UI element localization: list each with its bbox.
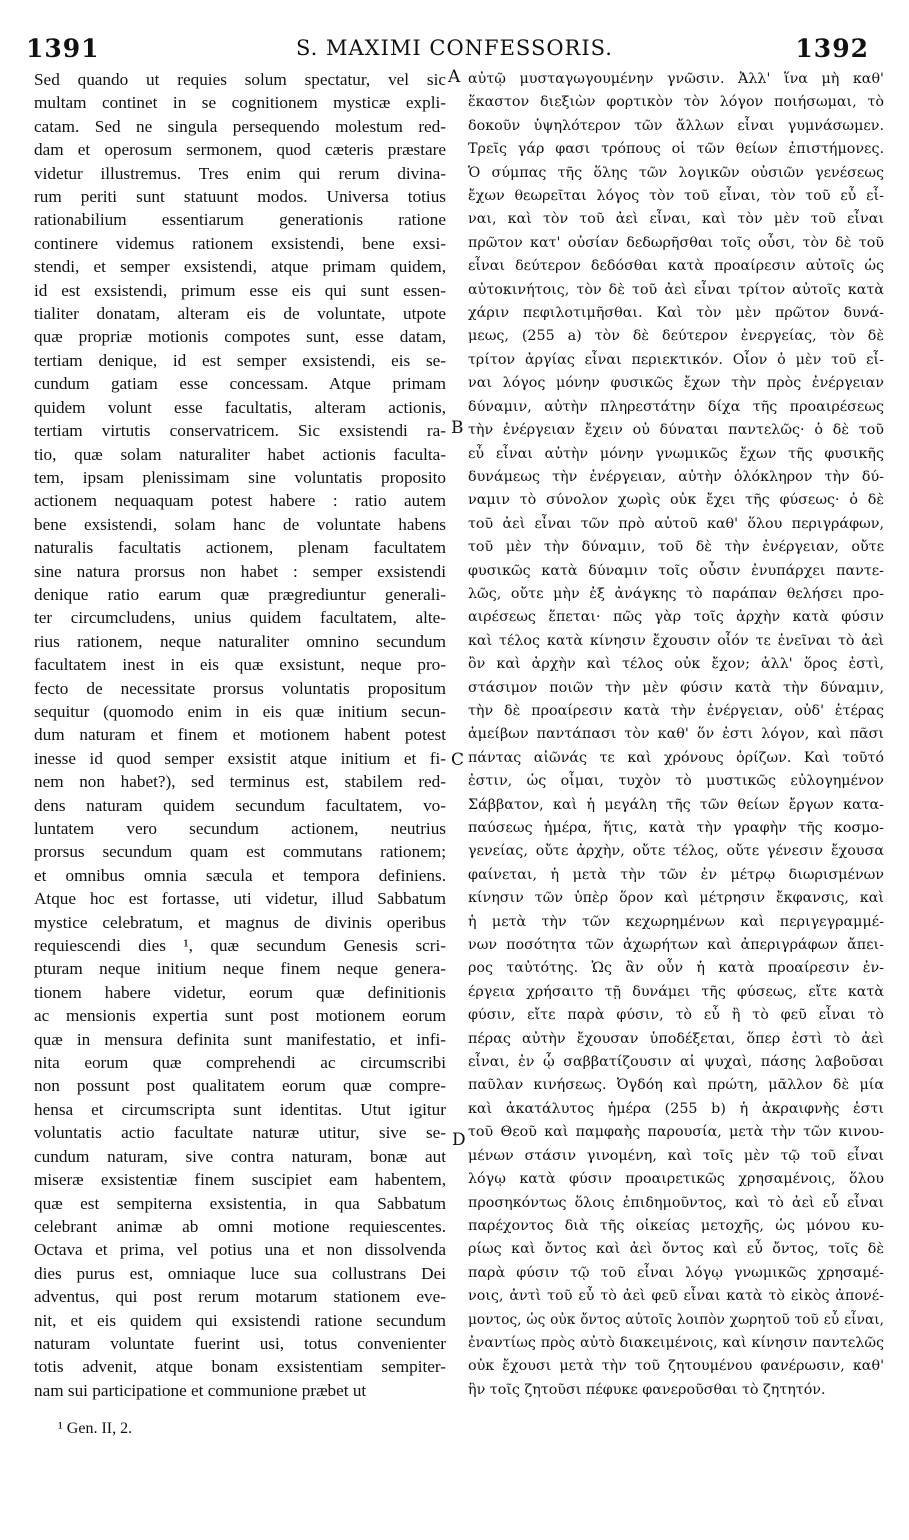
- latin-text-line: tem, ipsam plenissimam sine voluntatis proposito: [34, 467, 446, 487]
- latin-text-line: tionem habere videtur, eorum quæ definitionis: [34, 982, 446, 1002]
- left-column-number: 1391: [26, 34, 100, 63]
- latin-text-line: tio, quæ solam naturaliter habet actionis faculta-: [34, 444, 446, 464]
- latin-text-line: mystice celebratum, et magnus de divinis operibus: [34, 912, 446, 932]
- greek-text-line: παρὰ φύσιν τῷ τοῦ εἶναι λόγῳ γνωμικῶς χρησαμέ-: [468, 1264, 884, 1281]
- greek-text-line: λῶς, οὔτε μὴν ἐξ ἀνάγκης τὸ παράπαν θελήσει προ-: [468, 585, 884, 602]
- latin-text-line: dens naturam quidem secundum facultatem, vo-: [34, 795, 446, 815]
- greek-text-line: παύσεως ἡμέρα, ἥτις, κατὰ τὴν γραφὴν τῆς κοσμο-: [468, 820, 884, 836]
- greek-text-line: προσηκόντως ὅλοις ἐπιδημοῦντος, καὶ τὸ ἀεὶ εὖ εἶναι: [468, 1194, 884, 1211]
- latin-text-line: Sed quando ut requies solum spectatur, vel sic: [34, 70, 446, 89]
- latin-text-line: multam continet in se cognitionem mysticæ expli-: [34, 93, 446, 113]
- latin-text-line: nam sui participatione et communione præbet ut: [34, 1380, 367, 1400]
- greek-text-line: αιρέσεως ἕπεται· πῶς γὰρ τοῖς ἀρχὴν κατὰ φύσιν: [468, 609, 884, 626]
- greek-text-line: λόγῳ κατὰ φύσιν προαιρετικῶς χρησαμένοις, ὅλου: [468, 1171, 884, 1188]
- latin-text-line: id est exsistendi, primum esse eis qui sunt essen-: [34, 280, 446, 300]
- latin-text-line: continere videmus rationem exsistendi, bene exsi-: [34, 233, 446, 253]
- latin-text-line: et omnibus omnia sæcula et tempora definiens.: [34, 865, 446, 885]
- latin-text-line: miseræ exsistentiæ finem suscipiet eam habentem,: [34, 1170, 446, 1190]
- footnote: ¹ Gen. II, 2.: [58, 1420, 133, 1437]
- latin-text-line: ter circumcludens, unius quidem facultatem, alte-: [34, 608, 446, 628]
- latin-text-line: ac mensionis expertia sunt post motionem eorum: [34, 1006, 446, 1026]
- latin-text-line: pturam neque initium neque finem neque genera-: [34, 959, 446, 979]
- greek-text-line: νων ποσότητα τῶν ἀχωρήτων καὶ ἀπεριγράφων ἄπει-: [468, 937, 884, 954]
- latin-text-line: cundum gatiam esse concessam. Atque primam: [34, 374, 446, 394]
- greek-text-line: έργεια χρήσαιτο τῇ δυνάμει τῆς φύσεως, εἴτε κατὰ: [468, 983, 884, 1000]
- latin-text-line: rationabilium essentiarum generationis ratione: [34, 210, 446, 230]
- greek-text-line: αὐτοκινήτοις, τὸν δὲ τοῦ ἀεὶ εἶναι τρίτον αὐτοῖς κατὰ: [468, 281, 884, 298]
- latin-text-line: quidem volunt esse facultatis, alteram actionis,: [34, 397, 446, 417]
- greek-text-line: νοις, ἀντὶ τοῦ εὖ τὸ ἀεὶ φεῦ εἶναι κατὰ τὸ εἰκὸς ἀπονέ-: [468, 1288, 884, 1305]
- greek-text-line: πάντας αἰῶνάς τε καὶ χρόνους ὁρίζων. Καὶ τοῦτό: [468, 749, 884, 766]
- latin-text-line: rius rationem, neque naturaliter omnino secundum: [34, 631, 446, 651]
- latin-text-line: fecto de necessitate prorsus voluntatis propositum: [34, 678, 446, 698]
- greek-text-line: ὂν καὶ ἀρχὴν καὶ τέλος οὐκ ἔχον; ἀλλ' ὅρος ἐστὶ,: [468, 656, 884, 673]
- latin-text-line: sequitur (quomodo enim in eis quæ initium secun-: [34, 701, 446, 721]
- margin-marker-d: D: [452, 1130, 466, 1150]
- greek-text-line: παρέχοντος διὰ τῆς οἰκείας μετοχῆς, ὡς μόνου κυ-: [468, 1217, 884, 1234]
- greek-text-line: τοῦ ἀεὶ εἶναι τῶν πρὸ αὐτοῦ καθ' ὅλου περιγράφων,: [468, 515, 884, 532]
- latin-text-line: quæ in mensura definita sunt manifestatio, et infi-: [34, 1029, 446, 1049]
- greek-text-line: τοῦ μὲν τὴν δύναμιν, τοῦ δὲ τὴν ἐνέργειαν, οὔτε: [468, 539, 884, 556]
- latin-text-line: denique ratio earum quæ prægrediuntur generali-: [34, 584, 446, 604]
- greek-text-line: ἕκαστον διεξιὼν φορτικὸν τὸν λόγον ποιήσωμαι, τὸ: [468, 94, 884, 111]
- greek-text-line: στάσιμον ποιῶν τὴν μὲν φύσιν κατὰ τὴν δύναμιν,: [468, 679, 884, 696]
- latin-text-line: catam. Sed ne singula persequendo molestum red-: [34, 116, 446, 136]
- greek-text-line: ναι λόγος μόνην φυσικῶς ἔχων τὴν πρὸς ἐνέργειαν: [468, 375, 884, 392]
- page-title: S. MAXIMI CONFESSORIS.: [296, 36, 613, 60]
- greek-text-line: χάριν πεφιλοτιμῆσθαι. Καὶ τὸν μὲν πρῶτον δυνά-: [468, 305, 884, 322]
- latin-text-line: nit, et eis quidem qui exsistendi ratione secundum: [34, 1310, 446, 1330]
- greek-text-line: τὴν ἐνέργειαν ἔχειν οὐ δύναται παντελῶς· ὁ δὲ τοῦ: [468, 422, 884, 439]
- latin-text-line: bene exsistendi, solam hanc de voluntate habens: [34, 514, 446, 534]
- greek-column: [468, 68, 884, 1402]
- greek-text-line: καὶ ἀκατάλυτος ἡμέρα (255 b) ἡ ἀκραιφνὴς ἐστι: [468, 1100, 884, 1117]
- latin-text-line: celebrant animæ ab omni motione requiescentes.: [34, 1216, 446, 1236]
- right-column-number: 1392: [795, 34, 869, 63]
- latin-text-line: rum periti sunt statuunt modos. Universa totius: [34, 187, 446, 207]
- latin-text-line: hensa et circumscripta sunt identitas. Utut igitur: [34, 1099, 446, 1119]
- latin-text-line: inesse id quod semper exsistit atque initium et fi-: [34, 748, 446, 768]
- latin-text-line: luntatem vero secundum actionem, neutrius: [34, 819, 446, 838]
- greek-text-line: φύσιν, εἴτε παρὰ φύσιν, τὸ εὖ ἢ τὸ φεῦ εἶναι τὸ: [468, 1007, 884, 1024]
- latin-text-line: tialiter donatam, alteram eis de voluntate, utpote: [34, 304, 446, 324]
- margin-marker-c: C: [451, 750, 465, 770]
- latin-text-line: nem non habet?), sed terminus est, stabilem red-: [34, 772, 446, 792]
- greek-text-line: καὶ τέλος κατὰ κίνησιν ἔχουσιν οἷόν τε ἐνεῖναι τὸ ἀεὶ: [468, 632, 884, 649]
- latin-text-line: adventus, qui post rerum motarum stationem eve-: [34, 1287, 446, 1307]
- greek-text-line: κίνησιν τῶν ὑπὲρ ὅρον καὶ μέτρησιν ἔκφανσις, καὶ: [468, 890, 884, 907]
- greek-text-line: τὴν δὲ προαίρεσιν κατὰ τὴν ἐνέργειαν, οὐδ' ἑτέρας: [468, 702, 884, 719]
- latin-text-line: naturam voluntate fuerint usi, totus convenienter: [34, 1333, 446, 1353]
- greek-text-line: ἣν τοῖς ζητοῦσι πέφυκε φανεροῦσθαι τὸ ζητητόν.: [468, 1381, 826, 1398]
- latin-text-line: Octava et prima, vel potius una et non dissolvenda: [34, 1240, 446, 1260]
- greek-text-line: παῦλαν κινήσεως. Ὀγδόη καὶ πρώτη, μᾶλλον δὲ μία: [468, 1077, 884, 1094]
- greek-text-line: φαίνεται, ἡ μετὰ τὴν τῶν ἐν μέτρῳ διωρισμένων: [468, 866, 884, 883]
- greek-text-line: ἀμείβων παντάπασι τὸν καθ' ὅν ἐστι λόγον, καὶ πᾶσι: [468, 726, 884, 743]
- greek-text-line: ἔχων θεωρεῖται λόγος τὸν τοῦ εἶναι, τὸν τοῦ εὖ εἶ-: [468, 188, 884, 205]
- latin-text-line: naturalis facultatis actionem, plenam facultatem: [34, 538, 446, 558]
- latin-text-line: non possunt post qualitatem eorum quæ compre-: [34, 1076, 446, 1096]
- latin-text-line: tertiam denique, id est semper exsistendi, eis se-: [34, 350, 446, 370]
- greek-text-line: Ὁ σύμπας τῆς ὅλης τῶν λογικῶν οὐσιῶν γενέσεως: [468, 164, 884, 181]
- latin-text-line: tertiam virtutis conservatricem. Sic exsistendi ra-: [34, 421, 446, 441]
- latin-text-line: videtur illustremus. Tres enim qui rerum divina-: [34, 163, 446, 183]
- greek-text-line: εἶναι, ἐν ᾧ σαββατίζουσιν αἱ ψυχαὶ, πάσης λαβοῦσαι: [468, 1054, 884, 1071]
- latin-text-line: facultatem inest in eis quæ exsistunt, neque pro-: [34, 655, 446, 675]
- greek-text-line: δύναμιν, αὐτὴν πληρεστάτην δίχα τῆς προαιρέσεως: [468, 398, 884, 415]
- greek-text-line: μεως, (255 a) τὸν δὲ δεύτερον ἐνεργείας, τὸν δὲ: [468, 328, 884, 345]
- greek-text-line: αὐτῷ μυσταγωγουμένην γνῶσιν. Ἀλλ' ἵνα μὴ καθ': [468, 71, 884, 87]
- greek-text-line: Σάββατον, καὶ ἡ μεγάλη τῆς τῶν θείων ἔργων κατα-: [468, 796, 884, 813]
- greek-text-line: δυνάμεως τὴν ἐνέργειαν, αὐτὴν ὁλόκληρον τὴν δύ-: [468, 468, 884, 485]
- margin-marker-b: B: [451, 418, 464, 438]
- latin-text-line: dies purus est, omniaque luce sua collustrans Dei: [34, 1263, 446, 1283]
- latin-text-line: prorsus secundum quam est commutans rationem;: [34, 842, 446, 862]
- latin-text-line: dum naturam et finem et motionem habent potest: [34, 725, 446, 745]
- greek-text-line: Τρεῖς γάρ φασι τρόπους οἱ τῶν θείων ἐπιστήμονες.: [468, 141, 884, 158]
- latin-text-line: quæ est sempiterna exsistentia, in qua Sabbatum: [34, 1193, 446, 1213]
- latin-text-line: Atque hoc est fortasse, uti videtur, illud Sabbatum: [34, 889, 446, 909]
- greek-text-line: τρίτον ἀργίας εἶναι περιεκτικόν. Οἷον ὁ μὲν τοῦ εἶ-: [468, 351, 884, 368]
- greek-text-line: φυσικῶς κατὰ δύναμιν τοῖς οὖσιν ἐνυπάρχει παντε-: [468, 562, 884, 579]
- latin-text-line: cundum naturam, sive contra naturam, bonæ aut: [34, 1146, 446, 1166]
- greek-text-line: ἐναντίως πρὸς αὐτὸ διακειμένοις, καὶ κίνησιν παντελῶς: [468, 1334, 884, 1351]
- greek-text-line: δοκοῦν ὑψηλότερον τῶν ἄλλων εἶναι γυμνάσωμεν.: [468, 117, 884, 134]
- greek-text-line: μοντος, ὡς οὐκ ὄντος αὐτοῖς λοιπὸν χωρητοῦ τοῦ εὖ εἶναι,: [468, 1311, 884, 1328]
- latin-text-line: dam et operosum sermonem, quod cæteris præstare: [34, 140, 446, 160]
- latin-text-line: requiescendi dies ¹, quæ secundum Genesis scri-: [34, 936, 446, 956]
- greek-text-line: μένων στάσιν γινομένη, καὶ τοῖς μὲν τῷ τοῦ εἶναι: [468, 1147, 884, 1164]
- latin-text-line: voluntatis actio facultate naturæ utitur, sive se-: [34, 1123, 446, 1143]
- greek-text-line: εὖ εἶναι αὐτὴν μόνην γνωμικῶς ἔχων τῆς φυσικῆς: [468, 445, 884, 462]
- latin-text-line: stendi, et semper exsistendi, atque primam quidem,: [34, 257, 446, 277]
- greek-text-line: ρίως καὶ ὄντος καὶ ἀεὶ ὄντος καὶ εὖ ὄντος, τοῖς δὲ: [468, 1241, 884, 1258]
- greek-text-line: πρῶτον κατ' οὐσίαν δεδωρῆσθαι τοῖς οὖσι, τὸν δὲ τοῦ: [468, 234, 884, 251]
- latin-text-line: nita eorum quæ comprehendi ac circumscribi: [34, 1053, 446, 1073]
- greek-text-line: ρος ταὐτότης. Ὡς ἂν οὖν ἡ κατὰ προαίρεσιν ἐν-: [468, 960, 884, 977]
- latin-text-line: actionem nequaquam potest habere : ratio autem: [34, 491, 446, 511]
- greek-text-line: ἡ μετὰ τὴν τῶν κεχωρημένων καὶ περιγεγραμμέ-: [468, 913, 884, 930]
- greek-text-line: γενείας, οὔτε ἀρχὴν, οὔτε τέλος, οὔτε γένεσιν ἔχουσα: [468, 843, 884, 860]
- margin-marker-a: A: [448, 67, 461, 87]
- greek-text-line: ναι, καὶ τὸν τοῦ ἀεὶ εἶναι, καὶ τὸν μὲν τοῦ εἶναι: [468, 211, 884, 228]
- latin-text-line: totis advenit, atque bonam exsistentiam sempiter-: [34, 1357, 446, 1377]
- latin-text-line: quæ propriæ motionis compotes sunt, esse datam,: [34, 327, 446, 347]
- running-head: [0, 34, 909, 64]
- greek-text-line: τοῦ Θεοῦ καὶ παμφαὴς παρουσία, μετὰ τὴν τῶν κινου-: [468, 1124, 884, 1141]
- greek-text-line: οὐκ ἔχουσι μετὰ τὴν τοῦ ζητουμένου φανέρωσιν, καθ': [468, 1358, 884, 1375]
- greek-text-line: ἐστιν, ὡς οἶμαι, τυχὸν τὸ μυστικῶς εὐλογημένον: [468, 773, 884, 790]
- greek-text-line: ναμιν τὸ σύνολον χωρὶς οὐκ ἔχει τῆς φύσεως· ὁ δὲ: [468, 492, 884, 509]
- greek-text-line: εἶναι δεύτερον δεδόσθαι κατὰ προαίρεσιν αὐτοῖς ὡς: [468, 258, 884, 275]
- greek-text-line: πέρας αὐτὴν ἔχουσαν ὑποδέξεται, ὅπερ ἐστὶ τὸ ἀεὶ: [468, 1030, 884, 1047]
- latin-text-line: sine natura prorsus non habet : semper exsistendi: [34, 561, 446, 581]
- latin-column: [34, 68, 446, 1402]
